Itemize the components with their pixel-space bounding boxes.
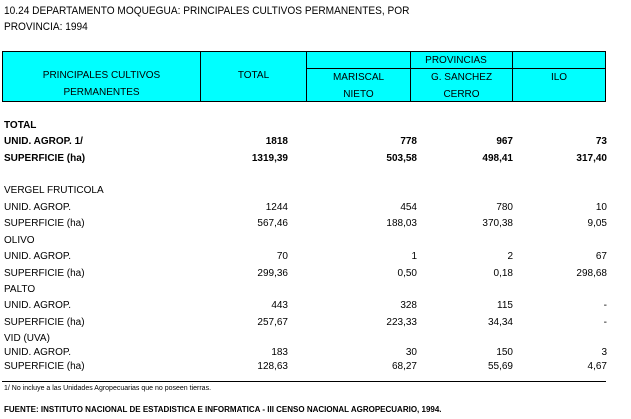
row-label: VERGEL FRUTICOLA [4,185,104,196]
row-value: 67 [595,251,607,262]
row-value: 30 [405,347,417,358]
table-row [0,282,631,297]
table-row [0,298,631,313]
row-value: - [603,300,607,311]
row-value: 0,18 [493,268,513,279]
row-label: VID (UVA) [4,333,50,344]
row-value: 317,40 [576,153,607,164]
row-value: 34,34 [487,317,513,328]
row-value: 1 [411,251,417,262]
row-value: 115 [497,300,513,311]
table-row [0,266,631,281]
row-value: 299,36 [257,268,288,279]
row-value: 498,41 [482,153,513,164]
row-value: 55,69 [487,361,513,372]
row-value: 1818 [265,136,288,147]
row-value: 223,33 [386,317,417,328]
row-value: 4,67 [587,361,607,372]
row-value: 1319,39 [251,153,288,164]
table-row [0,233,631,248]
row-value: 298,68 [576,268,607,279]
table-row [0,118,631,133]
table-title [4,3,409,35]
table-row [0,359,631,374]
row-label: UNID. AGROP. [4,347,72,358]
table-row [0,183,631,198]
row-value: 2 [507,251,513,262]
header-ilo: ILO [550,72,568,83]
row-label: PALTO [4,284,36,295]
header-sanchez-cerro: G. SANCHEZ CERRO [430,72,493,100]
row-label: SUPERFICIE (ha) [4,153,86,164]
table-row [0,216,631,231]
row-value: 967 [496,136,513,147]
source-note: FUENTE: INSTITUTO NACIONAL DE ESTADISTICA E INFORMATICA - III CENSO NACIONAL AGROPECUARIO, 1994. [4,405,442,414]
header-crop-label: PRINCIPALES CULTIVOS PERMANENTES [42,70,161,98]
row-value: 328 [400,300,417,311]
header-total: TOTAL [237,70,270,81]
row-value: 188,03 [386,218,417,229]
row-label: SUPERFICIE (ha) [4,317,85,328]
bottom-rule [2,381,606,382]
row-value: 370,38 [482,218,513,229]
row-value: 9,05 [587,218,607,229]
table-header [2,51,606,102]
row-value: 183 [271,347,288,358]
row-value: 567,46 [257,218,288,229]
row-value: 443 [271,300,288,311]
header-mariscal-nieto: MARISCAL NIETO [332,72,385,100]
row-label: UNID. AGROP. 1/ [4,136,83,147]
row-label: UNID. AGROP. [4,202,72,213]
row-value: 454 [400,202,417,213]
table-row [0,345,631,360]
row-value: 128,63 [257,361,288,372]
title-line-1: 10.24 DEPARTAMENTO MOQUEGUA: PRINCIPALES CULTIVOS PERMANENTES, POR [4,5,410,17]
row-label: SUPERFICIE (ha) [4,268,85,279]
row-label: SUPERFICIE (ha) [4,218,85,229]
table-row [0,134,631,149]
row-value: 68,27 [391,361,417,372]
row-value: 780 [496,202,513,213]
row-label: UNID. AGROP. [4,251,72,262]
row-label: SUPERFICIE (ha) [4,361,85,372]
row-value: 0,50 [397,268,417,279]
row-value: 503,58 [386,153,417,164]
row-label: TOTAL [4,120,37,131]
table-row [0,249,631,264]
row-value: 3 [601,347,607,358]
table-row [0,151,631,166]
footnote: 1/ No incluye a las Unidades Agropecuarias que no poseen tierras. [4,385,212,392]
row-value: 778 [400,136,417,147]
title-line-2: PROVINCIA: 1994 [4,21,88,33]
table-row [0,331,631,346]
row-label: OLIVO [4,235,35,246]
row-value: 257,67 [257,317,288,328]
row-value: - [603,317,607,328]
header-provincias: PROVINCIAS [425,55,487,66]
table-row [0,315,631,330]
row-value: 1244 [265,202,288,213]
row-value: 150 [496,347,513,358]
table-row [0,200,631,215]
row-value: 70 [276,251,288,262]
row-label: UNID. AGROP. [4,300,72,311]
row-value: 73 [595,136,607,147]
row-value: 10 [595,202,607,213]
